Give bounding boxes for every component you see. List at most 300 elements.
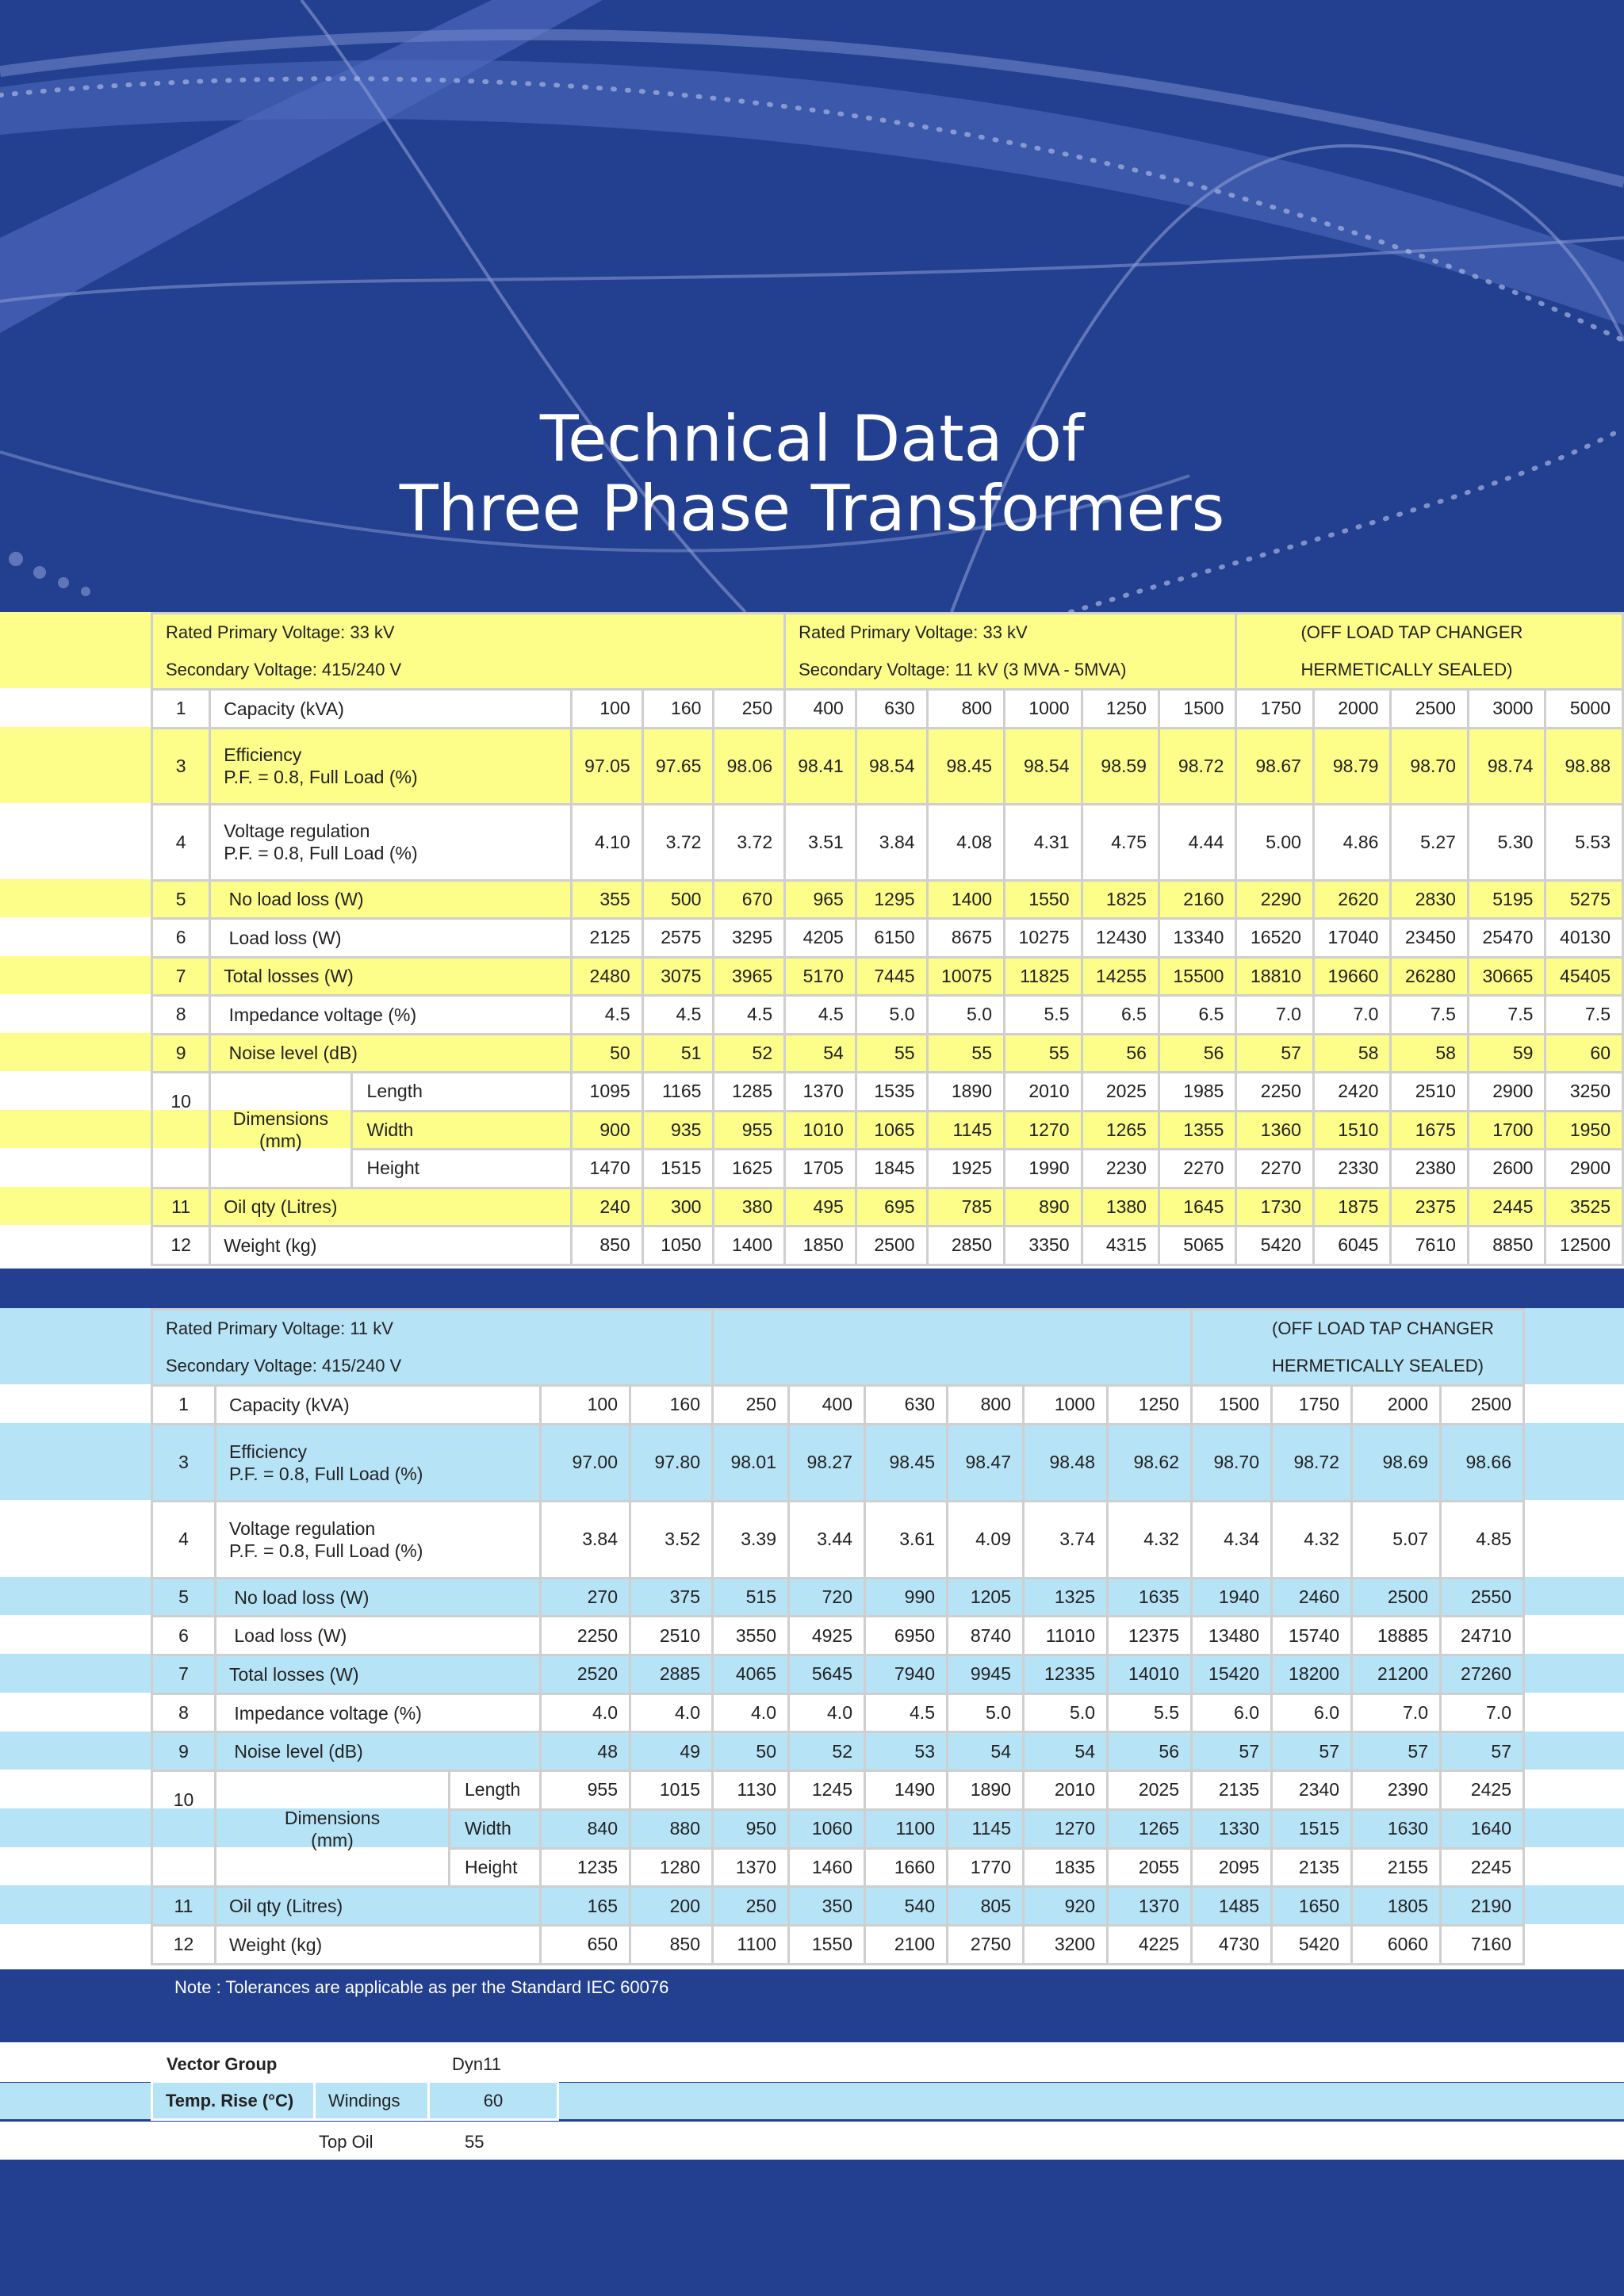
value-cell: 12430 <box>1082 919 1159 958</box>
value-cell: 540 <box>865 1887 948 1926</box>
value-cell: 7610 <box>1391 1226 1468 1265</box>
value-cell: 1235 <box>541 1848 630 1887</box>
value-cell: 98.01 <box>713 1424 789 1501</box>
value-cell: 97.65 <box>642 728 714 804</box>
table-row <box>152 1732 1524 1771</box>
value-cell: 1750 <box>1236 690 1313 729</box>
value-cell: 5065 <box>1159 1226 1235 1265</box>
table-row <box>152 880 1623 919</box>
row-number: 5 <box>152 1578 216 1617</box>
value-cell: 955 <box>714 1111 785 1150</box>
value-cell: 1825 <box>1082 880 1159 919</box>
value-cell: 1245 <box>789 1771 865 1810</box>
value-cell: 15740 <box>1272 1617 1352 1655</box>
value-cell: 52 <box>714 1034 785 1073</box>
value-cell: 98.72 <box>1272 1424 1352 1501</box>
value-cell: 1015 <box>630 1771 713 1810</box>
value-cell: 1640 <box>1441 1809 1524 1848</box>
value-cell: 100 <box>572 690 643 729</box>
value-cell: 630 <box>865 1386 948 1425</box>
value-cell: 4.31 <box>1005 804 1082 880</box>
row-label-line: Dimensions <box>232 1108 328 1130</box>
value-cell: 1925 <box>927 1150 1004 1188</box>
row-number: 6 <box>152 1617 216 1655</box>
value-cell: 250 <box>714 690 785 729</box>
value-cell: 300 <box>642 1188 714 1226</box>
value-cell: 955 <box>541 1771 630 1810</box>
row-label-line: P.F. = 0.8, Full Load (%) <box>224 843 418 863</box>
value-cell: 5.5 <box>1108 1693 1192 1732</box>
table-row <box>152 919 1623 958</box>
value-cell: 2010 <box>1005 1073 1082 1112</box>
row-label <box>216 1501 541 1578</box>
row-label-line: Capacity (kVA) <box>229 1394 350 1415</box>
value-cell: 4.32 <box>1108 1501 1192 1578</box>
value-cell: 15420 <box>1192 1655 1272 1694</box>
row-label-line: (mm) <box>259 1131 302 1152</box>
value-cell: 800 <box>948 1386 1024 1425</box>
value-cell: 55 <box>1005 1034 1082 1073</box>
row-number: 3 <box>152 1424 216 1501</box>
value-cell: 7445 <box>856 957 927 996</box>
value-cell: 2900 <box>1468 1073 1545 1112</box>
value-cell: 1700 <box>1468 1111 1545 1150</box>
value-cell: 3.72 <box>642 804 714 880</box>
value-cell: 1500 <box>1192 1386 1272 1425</box>
value-cell: 1890 <box>948 1771 1024 1810</box>
value-cell: 2480 <box>572 957 643 996</box>
row-label <box>216 1386 541 1425</box>
value-cell: 4315 <box>1082 1226 1159 1265</box>
value-cell: 1065 <box>856 1111 927 1150</box>
value-cell: 5.00 <box>1236 804 1313 880</box>
value-cell: 1355 <box>1159 1111 1235 1150</box>
row-label-line: Efficiency <box>224 744 302 765</box>
value-cell: 3250 <box>1545 1073 1623 1112</box>
value-cell: 1370 <box>1108 1887 1192 1926</box>
row-label-line: Noise level (dB) <box>229 1741 363 1762</box>
value-cell: 880 <box>630 1809 713 1848</box>
value-cell: 6.5 <box>1159 996 1235 1035</box>
value-cell: 13340 <box>1159 919 1235 958</box>
row-label-line: Weight (kg) <box>229 1934 323 1955</box>
value-cell: 2135 <box>1192 1771 1272 1810</box>
value-cell: 50 <box>572 1034 643 1073</box>
value-cell: 2250 <box>541 1617 630 1655</box>
table-row <box>152 1578 1524 1617</box>
value-cell: 1050 <box>642 1226 714 1265</box>
value-cell: 1325 <box>1024 1578 1108 1617</box>
value-cell: 3.84 <box>541 1501 630 1578</box>
value-cell: 2270 <box>1159 1150 1235 1188</box>
row-label-line: No load loss (W) <box>229 1586 370 1608</box>
value-cell: 5.07 <box>1352 1501 1441 1578</box>
value-cell: 1950 <box>1545 1111 1623 1150</box>
value-cell: 3.52 <box>630 1501 713 1578</box>
value-cell: 1165 <box>642 1073 714 1112</box>
value-cell: 3525 <box>1545 1188 1623 1226</box>
value-cell: 57 <box>1272 1732 1352 1771</box>
header-secondary-text <box>713 1310 1192 1348</box>
value-cell: 4205 <box>785 919 856 958</box>
value-cell: 98.54 <box>1005 728 1082 804</box>
row-number: 8 <box>152 1693 216 1732</box>
value-cell: 51 <box>642 1034 714 1073</box>
value-cell: 3.72 <box>714 804 785 880</box>
value-cell: 2445 <box>1468 1188 1545 1226</box>
table-row <box>152 1501 1524 1578</box>
dimension-sub-label: Width <box>351 1111 571 1150</box>
value-cell: 1890 <box>927 1073 1004 1112</box>
value-cell: 57 <box>1236 1034 1313 1073</box>
value-cell: 2155 <box>1352 1848 1441 1887</box>
value-cell: 2900 <box>1545 1150 1623 1188</box>
value-cell: 1515 <box>1272 1809 1352 1848</box>
value-cell: 18885 <box>1352 1617 1441 1655</box>
value-cell: 1990 <box>1005 1150 1082 1188</box>
value-cell: 2500 <box>1391 690 1468 729</box>
value-cell: 1875 <box>1313 1188 1390 1226</box>
value-cell: 27260 <box>1441 1655 1524 1694</box>
value-cell: 670 <box>714 880 785 919</box>
value-cell: 98.70 <box>1391 728 1468 804</box>
value-cell: 2000 <box>1313 690 1390 729</box>
value-cell: 7.0 <box>1313 996 1390 1035</box>
value-cell: 54 <box>1024 1732 1108 1771</box>
header-tap-changer-text: HERMETICALLY SEALED) <box>1236 652 1623 690</box>
value-cell: 4.0 <box>630 1693 713 1732</box>
value-cell: 1770 <box>948 1848 1024 1887</box>
value-cell: 2010 <box>1024 1771 1108 1810</box>
temp-rise-table <box>151 2080 559 2121</box>
value-cell: 1280 <box>630 1848 713 1887</box>
value-cell: 850 <box>630 1925 713 1964</box>
table-row <box>152 804 1623 880</box>
value-cell: 1845 <box>856 1150 927 1188</box>
value-cell: 98.79 <box>1313 728 1390 804</box>
value-cell: 3.74 <box>1024 1501 1108 1578</box>
value-cell: 2160 <box>1159 880 1235 919</box>
value-cell: 5000 <box>1545 690 1623 729</box>
value-cell: 785 <box>927 1188 1004 1226</box>
value-cell: 8850 <box>1468 1226 1545 1265</box>
value-cell: 3.39 <box>713 1501 789 1578</box>
value-cell: 1470 <box>572 1150 643 1188</box>
value-cell: 1550 <box>789 1925 865 1964</box>
value-cell: 5645 <box>789 1655 865 1694</box>
value-cell: 1705 <box>785 1150 856 1188</box>
row-label-line: Impedance voltage (%) <box>224 1004 417 1025</box>
value-cell: 11010 <box>1024 1617 1108 1655</box>
value-cell: 3550 <box>713 1617 789 1655</box>
value-cell: 6.5 <box>1082 996 1159 1035</box>
value-cell: 98.27 <box>789 1424 865 1501</box>
row-label <box>210 804 572 880</box>
row-number: 12 <box>152 1925 216 1964</box>
value-cell: 6.0 <box>1192 1693 1272 1732</box>
value-cell: 1145 <box>948 1809 1024 1848</box>
value-cell: 250 <box>713 1386 789 1425</box>
value-cell: 19660 <box>1313 957 1390 996</box>
title-line-1: Technical Data of <box>539 402 1085 476</box>
row-label <box>210 1226 572 1265</box>
row-label-line: Voltage regulation <box>224 821 370 841</box>
value-cell: 5.30 <box>1468 804 1545 880</box>
value-cell: 2000 <box>1352 1386 1441 1425</box>
value-cell: 3295 <box>714 919 785 958</box>
value-cell: 55 <box>856 1034 927 1073</box>
row-label <box>216 1424 541 1501</box>
header-row <box>152 1348 1524 1386</box>
value-cell: 400 <box>789 1386 865 1425</box>
value-cell: 165 <box>541 1887 630 1926</box>
value-cell: 270 <box>541 1578 630 1617</box>
value-cell: 1650 <box>1272 1887 1352 1926</box>
row-label-line: P.F. = 0.8, Full Load (%) <box>229 1540 423 1561</box>
value-cell: 4.44 <box>1159 804 1235 880</box>
value-cell: 57 <box>1441 1732 1524 1771</box>
value-cell: 98.88 <box>1545 728 1623 804</box>
value-cell: 1750 <box>1272 1386 1352 1425</box>
row-label-line: No load loss (W) <box>224 889 364 910</box>
row-label-line: Oil qty (Litres) <box>229 1896 343 1917</box>
value-cell: 59 <box>1468 1034 1545 1073</box>
header-secondary-text: Secondary Voltage: 11 kV (3 MVA - 5MVA) <box>785 652 1236 690</box>
value-cell: 16520 <box>1236 919 1313 958</box>
value-cell: 25470 <box>1468 919 1545 958</box>
row-label <box>216 1925 541 1964</box>
value-cell: 2055 <box>1108 1848 1192 1887</box>
table-row <box>152 1188 1623 1226</box>
value-cell: 1635 <box>1108 1578 1192 1617</box>
value-cell: 12500 <box>1545 1226 1623 1265</box>
header-primary-text: Secondary Voltage: 415/240 V <box>152 652 785 690</box>
value-cell: 57 <box>1192 1732 1272 1771</box>
value-cell: 23450 <box>1391 919 1468 958</box>
value-cell: 58 <box>1391 1034 1468 1073</box>
value-cell: 55 <box>927 1034 1004 1073</box>
value-cell: 1370 <box>713 1848 789 1887</box>
value-cell: 1940 <box>1192 1578 1272 1617</box>
row-label <box>210 996 572 1035</box>
value-cell: 1130 <box>713 1771 789 1810</box>
value-cell: 380 <box>714 1188 785 1226</box>
page-title <box>0 404 1624 544</box>
row-label-line: Efficiency <box>229 1441 308 1462</box>
value-cell: 2380 <box>1391 1150 1468 1188</box>
vector-group-value: Dyn11 <box>452 2054 501 2074</box>
row-number: 5 <box>152 880 210 919</box>
value-cell: 1250 <box>1082 690 1159 729</box>
value-cell: 3350 <box>1005 1226 1082 1265</box>
dimension-row <box>152 1111 1623 1150</box>
value-cell: 98.72 <box>1159 728 1235 804</box>
table-row <box>152 1617 1524 1655</box>
value-cell: 2135 <box>1272 1848 1352 1887</box>
value-cell: 26280 <box>1391 957 1468 996</box>
value-cell: 375 <box>630 1578 713 1617</box>
vector-band-3 <box>0 2122 1624 2160</box>
row-label-line: Oil qty (Litres) <box>224 1196 338 1218</box>
value-cell: 8675 <box>927 919 1004 958</box>
value-cell: 2125 <box>572 919 643 958</box>
row-label-line: Impedance voltage (%) <box>229 1702 422 1724</box>
value-cell: 4225 <box>1108 1925 1192 1964</box>
value-cell: 1205 <box>948 1578 1024 1617</box>
value-cell: 8740 <box>948 1617 1024 1655</box>
value-cell: 2390 <box>1352 1771 1441 1810</box>
value-cell: 5.0 <box>927 996 1004 1035</box>
value-cell: 1000 <box>1005 690 1082 729</box>
value-cell: 5420 <box>1236 1226 1313 1265</box>
value-cell: 4730 <box>1192 1925 1272 1964</box>
value-cell: 54 <box>948 1732 1024 1771</box>
dimension-sub-label: Width <box>450 1809 541 1848</box>
row-label <box>210 690 572 729</box>
table-row <box>152 1887 1524 1926</box>
value-cell: 45405 <box>1545 957 1623 996</box>
value-cell: 2575 <box>642 919 714 958</box>
value-cell: 9945 <box>948 1655 1024 1694</box>
value-cell: 97.05 <box>572 728 643 804</box>
row-number: 6 <box>152 919 210 958</box>
header-primary-text: Rated Primary Voltage: 33 kV <box>152 614 785 652</box>
row-number: 7 <box>152 957 210 996</box>
value-cell: 1380 <box>1082 1188 1159 1226</box>
value-cell: 60 <box>1545 1034 1623 1073</box>
row-label <box>210 1188 572 1226</box>
value-cell: 6.0 <box>1272 1693 1352 1732</box>
value-cell: 1010 <box>785 1111 856 1150</box>
header-row <box>152 614 1623 652</box>
value-cell: 2290 <box>1236 880 1313 919</box>
row-label-line: Dimensions <box>284 1807 381 1828</box>
value-cell: 350 <box>789 1887 865 1926</box>
value-cell: 3200 <box>1024 1925 1108 1964</box>
dimensions-label <box>216 1771 450 1887</box>
value-cell: 52 <box>789 1732 865 1771</box>
value-cell: 4.34 <box>1192 1501 1272 1578</box>
value-cell: 990 <box>865 1578 948 1617</box>
value-cell: 1400 <box>927 880 1004 919</box>
table-row <box>152 996 1623 1035</box>
value-cell: 4.5 <box>865 1693 948 1732</box>
value-cell: 3.61 <box>865 1501 948 1578</box>
table-row <box>152 1693 1524 1732</box>
value-cell: 98.67 <box>1236 728 1313 804</box>
value-cell: 11825 <box>1005 957 1082 996</box>
value-cell: 515 <box>713 1578 789 1617</box>
value-cell: 98.45 <box>927 728 1004 804</box>
value-cell: 1360 <box>1236 1111 1313 1150</box>
value-cell: 2190 <box>1441 1887 1524 1926</box>
header-row <box>152 652 1623 690</box>
value-cell: 3.51 <box>785 804 856 880</box>
row-label-line: Weight (kg) <box>224 1234 317 1256</box>
value-cell: 720 <box>789 1578 865 1617</box>
value-cell: 100 <box>541 1386 630 1425</box>
value-cell: 5.0 <box>856 996 927 1035</box>
value-cell: 1630 <box>1352 1809 1441 1848</box>
row-label <box>216 1655 541 1694</box>
value-cell: 98.47 <box>948 1424 1024 1501</box>
row-number: 8 <box>152 996 210 1035</box>
value-cell: 495 <box>785 1188 856 1226</box>
value-cell: 1060 <box>789 1809 865 1848</box>
value-cell: 1985 <box>1159 1073 1235 1112</box>
value-cell: 2620 <box>1313 880 1390 919</box>
value-cell: 1550 <box>1005 880 1082 919</box>
value-cell: 97.00 <box>541 1424 630 1501</box>
value-cell: 56 <box>1159 1034 1235 1073</box>
value-cell: 2750 <box>948 1925 1024 1964</box>
row-label <box>210 880 572 919</box>
table-33kv <box>151 612 1624 1266</box>
dimension-row <box>152 1150 1623 1188</box>
header-row <box>152 1310 1524 1348</box>
value-cell: 920 <box>1024 1887 1108 1926</box>
value-cell: 3075 <box>642 957 714 996</box>
row-number: 12 <box>152 1226 210 1265</box>
value-cell: 355 <box>572 880 643 919</box>
value-cell: 5.0 <box>1024 1693 1108 1732</box>
value-cell: 7160 <box>1441 1925 1524 1964</box>
value-cell: 1805 <box>1352 1887 1441 1926</box>
value-cell: 54 <box>785 1034 856 1073</box>
value-cell: 900 <box>572 1111 643 1150</box>
value-cell: 30665 <box>1468 957 1545 996</box>
row-label <box>216 1887 541 1926</box>
value-cell: 935 <box>642 1111 714 1150</box>
row-label-line: Noise level (dB) <box>224 1043 358 1064</box>
value-cell: 4065 <box>713 1655 789 1694</box>
value-cell: 4925 <box>789 1617 865 1655</box>
value-cell: 58 <box>1313 1034 1390 1073</box>
value-cell: 3965 <box>714 957 785 996</box>
value-cell: 840 <box>541 1809 630 1848</box>
value-cell: 3.84 <box>856 804 927 880</box>
value-cell: 2850 <box>927 1226 1004 1265</box>
value-cell: 1730 <box>1236 1188 1313 1226</box>
value-cell: 4.09 <box>948 1501 1024 1578</box>
value-cell: 2550 <box>1441 1578 1524 1617</box>
value-cell: 49 <box>630 1732 713 1771</box>
value-cell: 2510 <box>1391 1073 1468 1112</box>
value-cell: 2375 <box>1391 1188 1468 1226</box>
value-cell: 2500 <box>856 1226 927 1265</box>
value-cell: 1460 <box>789 1848 865 1887</box>
value-cell: 5275 <box>1545 880 1623 919</box>
row-label-line: Voltage regulation <box>229 1517 376 1539</box>
value-cell: 1850 <box>785 1226 856 1265</box>
header-primary-text: Rated Primary Voltage: 11 kV <box>152 1310 713 1348</box>
value-cell: 650 <box>541 1925 630 1964</box>
row-label <box>210 1034 572 1073</box>
table-row <box>152 1925 1524 1964</box>
value-cell: 98.66 <box>1441 1424 1524 1501</box>
value-cell: 1265 <box>1108 1809 1192 1848</box>
row-number: 1 <box>152 690 210 729</box>
value-cell: 1250 <box>1108 1386 1192 1425</box>
value-cell: 4.10 <box>572 804 643 880</box>
value-cell: 1270 <box>1024 1809 1108 1848</box>
value-cell: 1265 <box>1082 1111 1159 1150</box>
value-cell: 2025 <box>1108 1771 1192 1810</box>
table-row <box>152 1655 1524 1694</box>
value-cell: 4.5 <box>714 996 785 1035</box>
value-cell: 17040 <box>1313 919 1390 958</box>
value-cell: 56 <box>1082 1034 1159 1073</box>
